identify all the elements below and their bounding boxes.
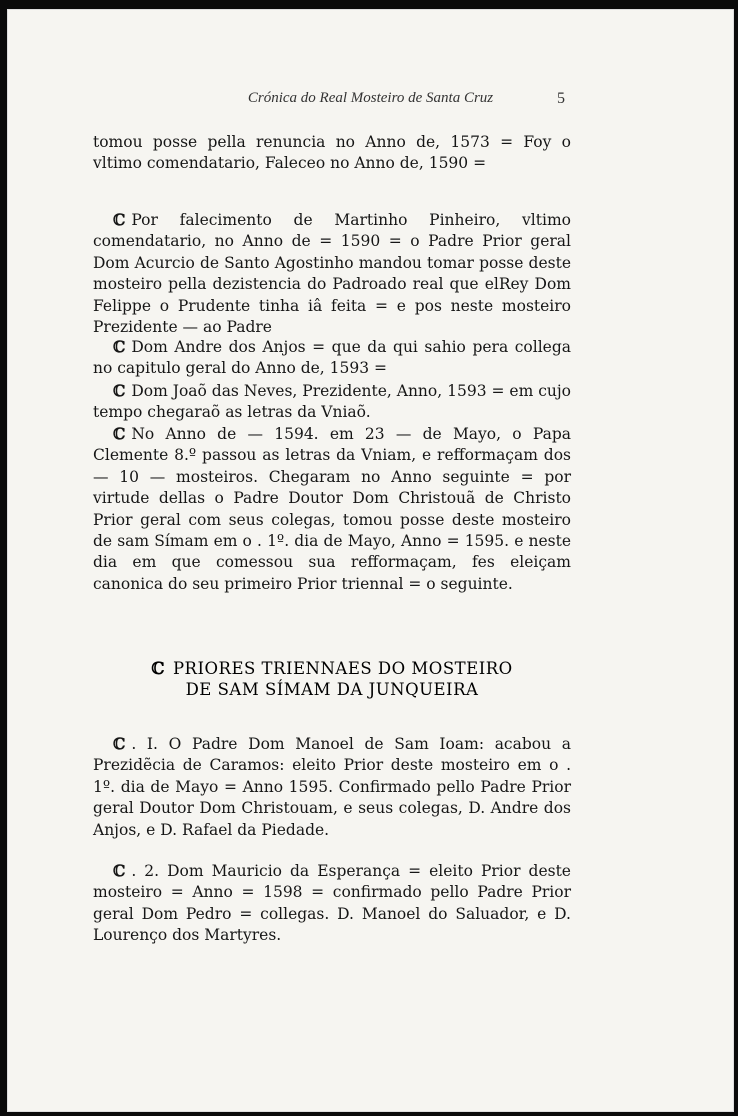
entry-paragraph [93, 209, 571, 338]
paragraph-mark-icon: ℂ [113, 210, 126, 229]
section-heading-line1: PRIORES TRIENNAES DO MOSTEIRO [172, 659, 513, 678]
section-heading [93, 658, 571, 700]
paragraph-mark-icon: ℂ [113, 381, 126, 400]
prior-number: . I. [131, 735, 158, 753]
section-heading-line2: DE SAM SÍMAM DA JUNQUEIRA [185, 680, 479, 699]
paragraph-mark-icon: ℂ [113, 337, 126, 356]
book-page [7, 9, 734, 1112]
entry-text: Dom Andre dos Anjos = que da qui sahio pera collega no capitulo geral do Anno de, 1593 = [93, 338, 571, 378]
prior-number: . 2. [131, 862, 160, 880]
intro-text: tomou posse pella renuncia no Anno de, 1573 = Foy o vltimo comendatario, Faleceo no Anno de, 1590 = [93, 133, 571, 173]
intro-paragraph [93, 132, 571, 175]
prior-entry [93, 860, 571, 947]
running-title: Crónica do Real Mosteiro de Santa Cruz [247, 90, 494, 106]
paragraph-mark-icon: ℂ [113, 734, 126, 753]
entry-paragraph [93, 336, 571, 380]
entry-text: No Anno de — 1594. em 23 — de Mayo, o Papa Clemente 8.º passou as letras da Vniam, e refformaçam dos — 10 — mosteiros. Chegaram no Anno seguinte = por virtude dellas o Padre Doutor Dom Christouã de Christo Prior geral com seus colegas, tomou posse deste mosteiro de sam Símam em o . 1º. dia de Mayo, Anno = 1595. e neste dia em que comessou sua refformaçam, fes eleiçam canonica do seu primeiro Prior triennal = o seguinte. [93, 425, 571, 593]
entry-paragraph [93, 380, 571, 424]
paragraph-mark-icon: ℂ [151, 659, 165, 678]
prior-text: Dom Mauricio da Esperança = eleito Prior deste mosteiro = Anno = 1598 = confirmado pello Padre Prior geral Dom Pedro = collegas. D. Manoel do Saluador, e D. Lourenço dos Martyres. [93, 862, 571, 945]
page-number: 5 [557, 90, 565, 107]
prior-entry [93, 733, 571, 841]
prior-text: O Padre Dom Manoel de Sam Ioam: acabou a Prezidẽcia de Caramos: eleito Prior deste mosteiro em o . 1º. dia de Mayo = Anno 1595. Confirmado pello Padre Prior geral Doutor Dom Christouam, e seus colegas, D. Andre dos Anjos, e D. Rafael da Piedade. [93, 735, 571, 839]
paragraph-mark-icon: ℂ [113, 861, 126, 880]
entry-text: Dom Joaõ das Neves, Prezidente, Anno, 1593 = em cujo tempo chegaraõ as letras da Vniaõ. [93, 382, 571, 422]
entry-text: Por falecimento de Martinho Pinheiro, vltimo comendatario, no Anno de = 1590 = o Padre Prior geral Dom Acurcio de Santo Agostinho mandou tomar posse deste mosteiro pella dezistencia do Padroado real que elRey Dom Felippe o Prudente tinha iâ feita = e pos neste mosteiro Prezidente — ao Padre [93, 211, 571, 337]
entry-paragraph [93, 423, 571, 595]
paragraph-mark-icon: ℂ [113, 424, 126, 443]
